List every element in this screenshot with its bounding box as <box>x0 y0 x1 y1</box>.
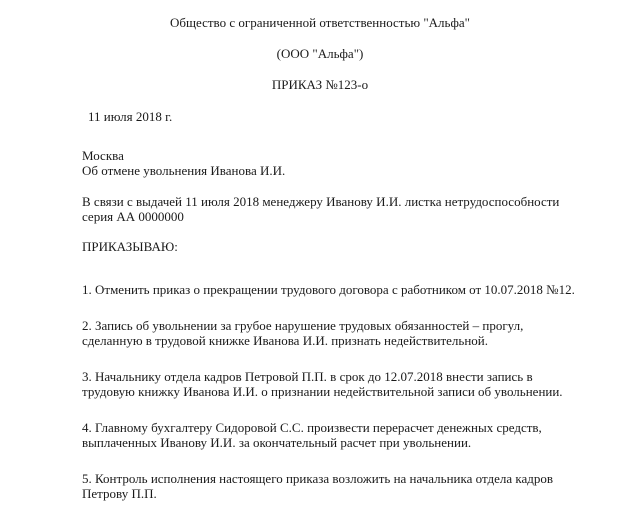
company-name: Общество с ограниченной ответственностью "Альфа" <box>170 15 470 30</box>
order-item-line: 4. Главному бухгалтеру Сидоровой С.С. произвести перерасчет денежных средств, <box>82 420 542 435</box>
order-item-5 <box>82 471 622 501</box>
order-subject: Об отмене увольнения Иванова И.И. <box>82 163 286 178</box>
order-word: ПРИКАЗЫВАЮ: <box>82 239 178 254</box>
preamble-line: В связи с выдачей 11 июля 2018 менеджеру Иванову И.И. листка нетрудоспособности <box>82 194 560 209</box>
preamble <box>82 194 622 224</box>
order-place: Москва <box>82 148 124 163</box>
order-item-line: 1. Отменить приказ о прекращении трудового договора с работником от 10.07.2018 №12. <box>82 282 575 297</box>
order-item-line: сделанную в трудовой книжке Иванова И.И. признать недействительной. <box>82 333 488 348</box>
order-item-1 <box>82 282 622 297</box>
order-item-line: выплаченных Иванову И.И. за окончательный расчет при увольнении. <box>82 435 472 450</box>
order-item-line: трудовую книжку Иванова И.И. о признании недействительной записи об увольнении. <box>82 384 563 399</box>
preamble-line: серия АА 0000000 <box>82 209 184 224</box>
order-item-line: 3. Начальнику отдела кадров Петровой П.П. в срок до 12.07.2018 внести запись в <box>82 369 533 384</box>
company-short-name: (ООО "Альфа") <box>276 46 364 61</box>
order-item-3 <box>82 369 622 399</box>
order-item-4 <box>82 420 622 450</box>
order-item-2 <box>82 318 622 348</box>
order-item-line: 2. Запись об увольнении за грубое нарушение трудовых обязанностей – прогул, <box>82 318 524 333</box>
order-title: ПРИКАЗ №123-о <box>271 77 369 92</box>
order-item-line: Петрову П.П. <box>82 486 157 501</box>
order-item-line: 5. Контроль исполнения настоящего приказа возложить на начальника отдела кадров <box>82 471 554 486</box>
order-date: 11 июля 2018 г. <box>88 109 173 124</box>
